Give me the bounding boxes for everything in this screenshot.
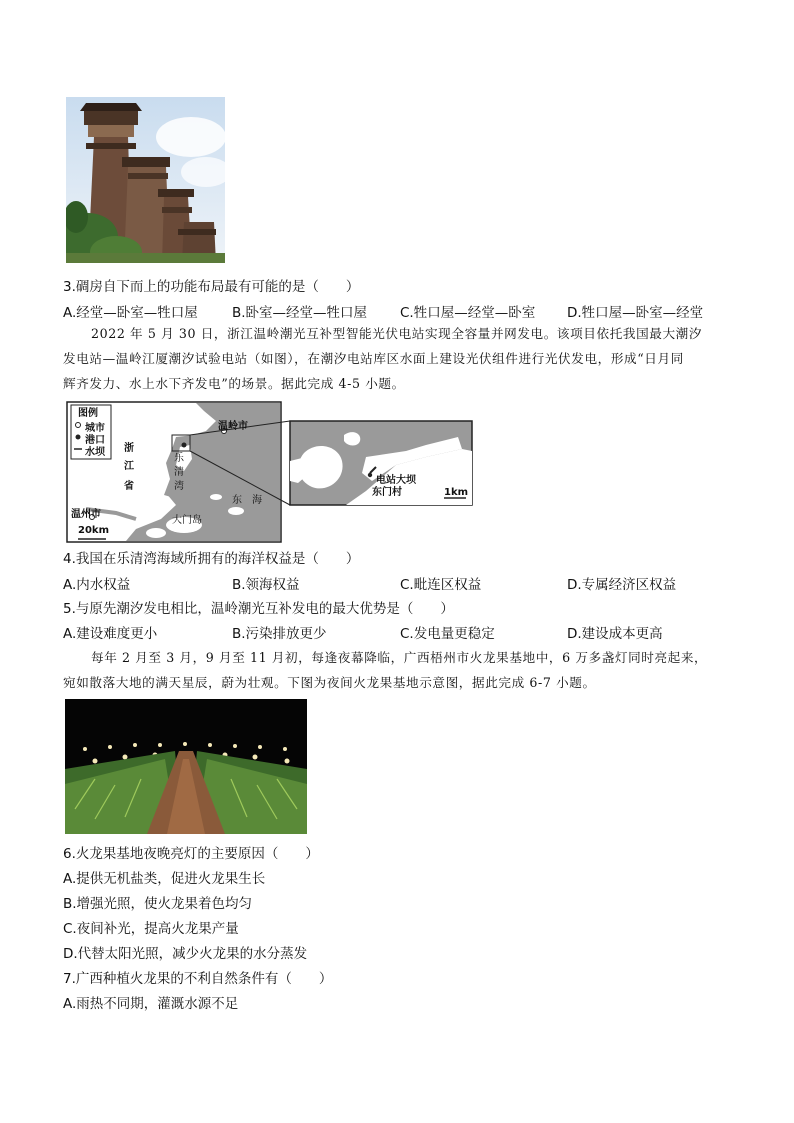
question-3-option-c: C.牲口屋—经堂—卧室 [400,305,536,321]
map-legend-city: 城市 [85,423,105,434]
question-7-option-a: A.雨热不同期，灌溉水源不足 [63,996,239,1012]
passage-4-5 [63,321,735,396]
map-province-char-3: 省 [124,481,134,492]
map-bay-char-2: 清 [174,467,184,478]
question-3-option-a: A.经堂—卧室—牲口屋 [63,305,198,321]
question-4-option-a: A.内水权益 [63,577,131,593]
passage-6-7 [63,645,735,695]
passage-4-5-line-3: 辉齐发力、水上水下齐发电”的场景。据此完成 4-5 小题。 [63,376,405,391]
question-6-stem: 6.火龙果基地夜晚亮灯的主要原因（ ） [63,846,319,862]
question-6-option-a: A.提供无机盐类，促进火龙果生长 [63,871,266,887]
question-4-option-c: C.毗连区权益 [400,577,482,593]
question-7-stem: 7.广西种植火龙果的不利自然条件有（ ） [63,971,333,987]
question-5-option-a: A.建设难度更小 [63,626,158,642]
map-province-char-1: 浙 [124,443,134,454]
question-3-option-d: D.牲口屋—卧室—经堂 [567,305,704,321]
map-province-char-2: 江 [124,461,134,472]
passage-4-5-line-1: 2022 年 5 月 30 日，浙江温岭潮光互补型智能光伏电站实现全容量并网发电。该项目依托我国最大潮汐 [91,326,703,341]
map-dam-label: 电站大坝 [376,475,416,486]
map-city-wenzhou: 温州市 [71,509,101,520]
question-5-stem: 5.与原先潮汐发电相比，温岭潮光互补发电的最大优势是（ ） [63,601,454,617]
map-sea-label: 东 海 [232,495,262,506]
map-city-wenling: 温岭市 [218,421,248,432]
map-village-label: 东门村 [372,487,402,498]
question-3-option-b: B.卧室—经堂—牲口屋 [232,305,368,321]
question-5-option-d: D.建设成本更高 [567,626,663,642]
map-legend-dam: 水坝 [85,447,105,458]
question-6-option-c: C.夜间补光，提高火龙果产量 [63,921,239,937]
question-3-stem: 3.碉房自下而上的功能布局最有可能的是（ ） [63,279,360,295]
map-scale-main: 20km [78,525,109,536]
diaofang-photo [66,97,225,263]
question-4-stem: 4.我国在乐清湾海域所拥有的海洋权益是（ ） [63,551,360,567]
question-4-option-d: D.专属经济区权益 [567,577,677,593]
passage-4-5-line-2: 发电站—温岭江厦潮汐试验电站（如图），在潮汐电站库区水面上建设光伏组件进行光伏发电，形成“日月同 [63,351,684,366]
question-5-option-c: C.发电量更稳定 [400,626,495,642]
map-legend-port: 港口 [85,435,105,446]
map-legend-title: 图例 [78,408,98,419]
map-scale-inset: 1km [444,487,469,498]
dragon-fruit-night-photo [65,699,307,834]
question-5-option-b: B.污染排放更少 [232,626,327,642]
passage-6-7-line-1: 每年 2 月至 3 月，9 月至 11 月初，每逢夜幕降临，广西梧州市火龙果基地中，6 万多盏灯同时亮起来， [91,650,708,665]
map-island-label: 大门岛 [172,515,202,526]
tidal-station-map [66,401,482,545]
question-4-option-b: B.领海权益 [232,577,300,593]
question-6-option-d: D.代替太阳光照，减少火龙果的水分蒸发 [63,946,308,962]
question-6-option-b: B.增强光照，使火龙果着色均匀 [63,896,253,912]
map-bay-char-3: 湾 [174,481,184,492]
passage-6-7-line-2: 宛如散落大地的满天星辰，蔚为壮观。下图为夜间火龙果基地示意图，据此完成 6-7 小题。 [63,675,596,690]
map-bay-char-1: 乐 [174,453,184,464]
